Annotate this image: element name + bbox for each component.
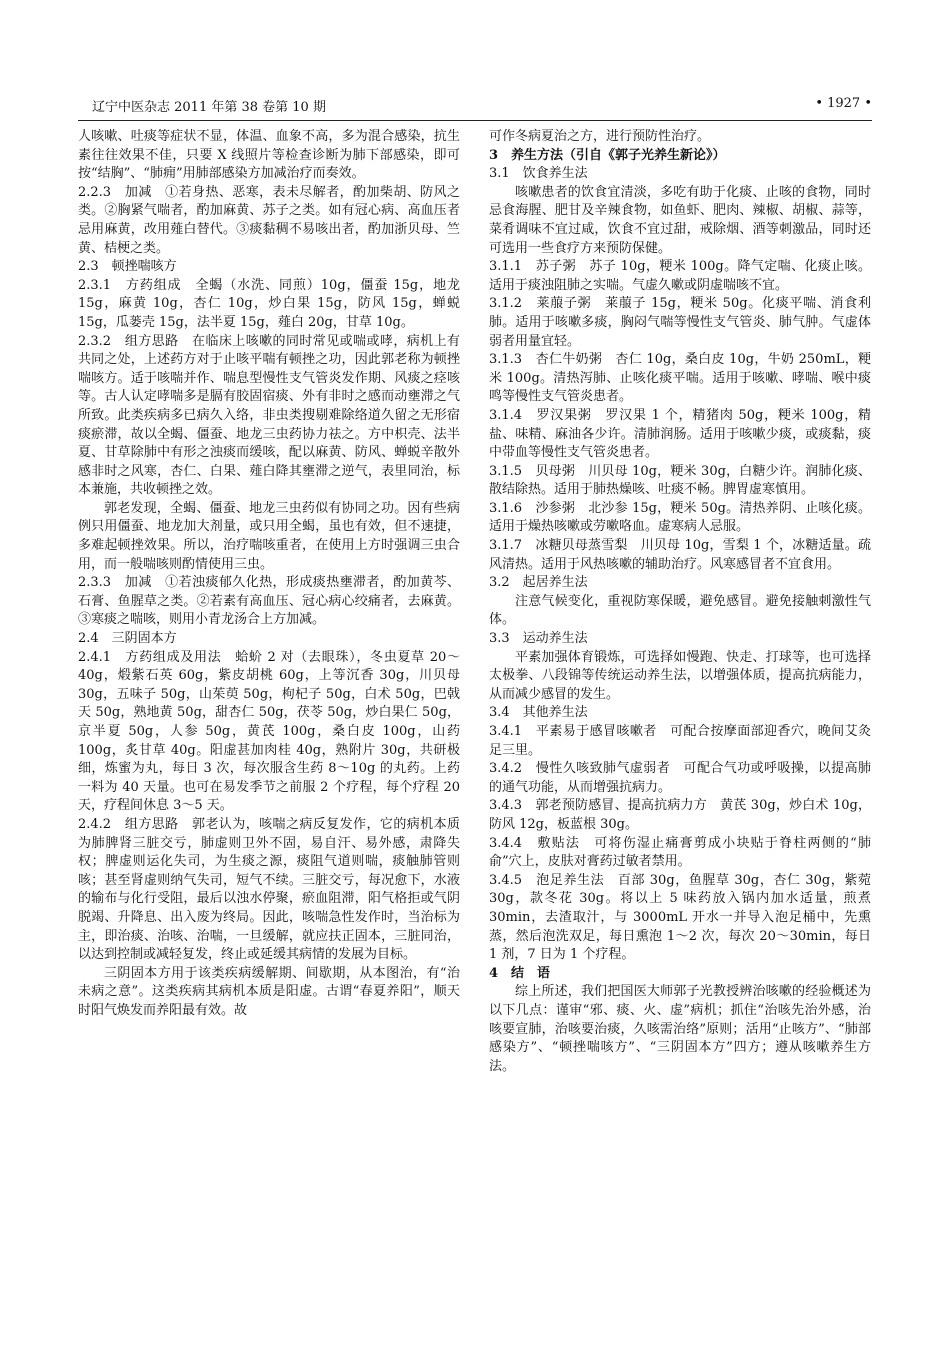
paragraph: 3.4.4 敷贴法 可将伤湿止痛膏剪成小块贴于脊柱两侧的“肺俞”穴上，皮肤对膏药过敏者禁用。: [489, 835, 871, 870]
paragraph: 3.1.2 莱菔子粥 莱菔子 15g，粳米 50g。化痰平喘、消食利肺。适用于咳嗽多痰，胸闷气喘等慢性支气管炎、肺气肿。气虚体弱者用量宜轻。: [489, 296, 871, 349]
paragraph: 3.1.7 冰糖贝母蒸雪梨 川贝母 10g，雪梨 1 个，冰糖适量。疏风清热。适用于风热咳嗽的辅助治疗。风寒感冒者不宜食用。: [489, 538, 871, 572]
paragraph: 注意气候变化，重视防寒保暖，避免感冒。避免接触刺激性气体。: [489, 593, 871, 628]
paragraph: 3.4.2 慢性久咳致肺气虚弱者 可配合气功或呼吸操，以提高肺的通气功能，从而增强抗病力。: [489, 761, 871, 795]
paragraph: 人咳嗽、吐痰等症状不显，体温、血象不高，多为混合感染，抗生素往往效果不佳，只要 X 线照片等检查诊断为肺下部感染，即可按“结胸”、“肺痈”用肺部感染方加减治疗而奏效。: [78, 129, 460, 182]
header-rule: [78, 120, 872, 121]
paragraph: 2.4.2 组方思路 郭老认为，咳喘之病反复发作，它的病机本质为肺脾肾三脏交亏，肺虚则卫外不固，易自汗、易外感，肃降失权；脾虚则运化失司，为生痰之源，痰阻气道则喘，痰触肺管则咳；甚至肾虚则纳气失司，短气不续。三脏交亏，每况愈下，水液的输布与化行受阻，最后以浊水停聚，瘀血阻滞，阳气格拒或气阴脱竭、升降息、出入废为终局。因此，咳喘急性发作时，当治标为主，即治痰、治咳、治喘，一旦缓解，就应扶正固本，三脏同治，以达到控制或减轻复发，终止或延缓其病情的发展为目标。: [78, 816, 460, 963]
paragraph: 3.4.1 平素易于感冒咳嗽者 可配合按摩面部迎香穴，晚间艾灸足三里。: [489, 724, 871, 758]
paragraph: 2.2.3 加减 ①若身热、恶寒，表未尽解者，酌加柴胡、防风之类。②胸紧气喘者，酌加麻黄、苏子之类。如有冠心病、高血压者忌用麻黄，改用薤白替代。③痰黏稠不易咳出者，酌加浙贝母、竺黄、桔梗之类。: [78, 184, 460, 256]
paragraph: 2.3 顿挫喘咳方: [78, 259, 177, 275]
paragraph: 3.1.3 杏仁牛奶粥 杏仁 10g，桑白皮 10g，牛奶 250mL，粳米 100g。清热泻肺、止咳化痰平喘。适用于咳嗽、哮喘、喉中痰鸣等慢性支气管炎患者。: [489, 352, 871, 405]
journal-title: 辽宁中医杂志 2011 年第 38 卷第 10 期: [92, 100, 326, 115]
paragraph: 3.1.1 苏子粥 苏子 10g，粳米 100g。降气定喘、化痰止咳。适用于痰浊阻肺之实喘。气虚久嗽或阴虚喘咳不宜。: [489, 259, 871, 293]
paragraph: 3.1.6 沙参粥 北沙参 15g，粳米 50g。清热养阴、止咳化痰。适用于燥热咳嗽或劳嗽咯血。虚寒病人忌服。: [489, 500, 871, 535]
paragraph: 2.4 三阴固本方: [78, 631, 177, 647]
paragraph: 平素加强体育锻炼，可选择如慢跑、快走、打球等，也可选择太极拳、八段锦等传统运动养生法，以增强体质，提高抗病能力，从而减少感冒的发生。: [489, 649, 871, 702]
section-heading: 3 养生方法（引自《郭子光养生新论》）: [489, 147, 726, 163]
page-header: [78, 96, 872, 116]
paragraph: 2.3.1 方药组成 全蝎（水洗、同煎）10g，僵蚕 15g，地龙 15g，麻黄 10g，杏仁 10g，炒白果 15g，防风 15g，蝉蜕 15g，瓜蒌壳 15g，法半夏 15g，薤白 20g，甘草 10g。: [78, 277, 460, 330]
paragraph: 3.3 运动养生法: [489, 631, 588, 647]
paragraph: 可作冬病夏治之方，进行预防性治疗。: [489, 129, 711, 144]
paragraph: 2.3.3 加减 ①若浊痰郁久化热，形成痰热壅滞者，酌加黄芩、石膏、鱼腥草之类。②若素有高血压、冠心病心绞痛者，去麻黄。③寒痰之喘咳，则用小青龙汤合上方加减。: [78, 575, 460, 628]
paragraph: 3.4.3 郭老预防感冒、提高抗病力方 黄芪 30g，炒白术 10g，防风 12g，板蓝根 30g。: [489, 798, 871, 832]
paragraph: 3.1 饮食养生法: [489, 166, 588, 182]
paragraph: 三阴固本方用于该类疾病缓解期、间歇期，从本图治，有“治未病之意”。这类疾病其病机本质是阳虚。古谓“春夏养阳”，顺天时阳气焕发而养阳最有效。故: [78, 965, 460, 1018]
paragraph: 咳嗽患者的饮食宜清淡，多吃有助于化痰、止咳的食物，同时忌食海腥、肥甘及辛辣食物，如鱼虾、肥肉、辣椒、胡椒、蒜等，菜肴调味不宜过咸，饮食不宜过甜，戒除烟、酒等刺激品，同时还可选用一些食疗方来预防保健。: [489, 184, 871, 256]
paragraph: 郭老发现，全蝎、僵蚕、地龙三虫药似有协同之功。因有些病例只用僵蚕、地龙加大剂量，或只用全蝎，虽也有效，但不速捷，多难起顿挫效果。所以，治疗喘咳重者，在使用上方时强调三虫合用，而一般喘咳则酌情使用三虫。: [78, 500, 460, 572]
paragraph: 3.1.4 罗汉果粥 罗汉果 1 个，精猪肉 50g，粳米 100g，精盐、味精、麻油各少许。清肺润肠。适用于咳嗽少痰，或痰黏，痰中带血等慢性支气管炎患者。: [489, 407, 871, 461]
paragraph: 3.1.5 贝母粥 川贝母 10g，粳米 30g，白糖少许。润肺化痰、散结除热。适用于肺热燥咳、吐痰不畅。脾胃虚寒慎用。: [489, 463, 871, 498]
paragraph: 2.3.2 组方思路 在临床上咳嗽的同时常见或喘或哮，病机上有共同之处，上述药方对于止咳平喘有顿挫之功，因此郭老称为顿挫喘咳方。适于咳喘并作、喘息型慢性支气管炎发作期、风痰之痉咳等。古人认定哮喘多是膈有胶固宿痰、外有非时之感而动壅滞之气所致。此类疾病多已病久入络，非虫类搜剔难除络道久留之无形宿痰瘀滞，故以全蝎、僵蚕、地龙三虫药协力祛之。方中枳壳、法半夏、甘草除肺中有形之浊痰而缓咳，配以麻黄、防风、蝉蜕辛散外感非时之风寒，杏仁、白果、薤白降其壅滞之逆气，表里同治，标本兼施，共收顿挫之效。: [78, 333, 460, 498]
paragraph: 2.4.1 方药组成及用法 蛤蚧 2 对（去眼珠），冬虫夏草 20～40g，煅紫石英 60g，紫皮胡桃 60g，上等沉香 30g，川贝母 30g，五味子 50g，山茱萸 50g，枸杞子 50g，白术 50g，巴戟天 50g，熟地黄 50g，甜杏仁 50g，茯苓 50g，炒白果仁 50g，京半夏 50g，人参 50g，黄芪 100g，桑白皮 100g，山药 100g，炙甘草 40g。阳虚甚加肉桂 40g，熟附片 30g，共研极细，炼蜜为丸，每日 3 次，每次服含生药 8～10g 的丸药。上药一料为 40 天量。也可在易发季节之前服 2 个疗程，每个疗程 20 天，疗程间休息 3～5 天。: [78, 649, 460, 814]
paragraph: 3.4.5 泡足养生法 百部 30g，鱼腥草 30g，杏仁 30g，紫菀 30g，款冬花 30g。将以上 5 味药放入锅内加水适量，煎煮 30min，去渣取汁，与 3000mL 开水一并导入泡足桶中，先熏蒸，然后泡洗双足，每日熏泡 1～2 次，每次 20～30min，每日 1 剂，7 日为 1 个疗程。: [489, 872, 871, 963]
paragraph: 综上所述，我们把国医大师郭子光教授辨治咳嗽的经验概述为以下几点：谨审“邪、痰、火、虚”病机；抓住“治咳先治外感，治咳要宣肺，治咳要治痰，久咳需治络”原则；活用“止咳方”、“肺部感染方”、“顿挫喘咳方”、“三阴固本方”四方；遵从咳嗽养生方法。: [489, 984, 871, 1074]
right-column: [489, 128, 871, 1076]
section-heading: 4 结 语: [489, 965, 551, 981]
paragraph: 3.4 其他养生法: [489, 705, 588, 721]
page-number: • 1927 •: [815, 96, 872, 111]
paragraph: 3.2 起居养生法: [489, 575, 588, 591]
left-column: [78, 128, 460, 1021]
